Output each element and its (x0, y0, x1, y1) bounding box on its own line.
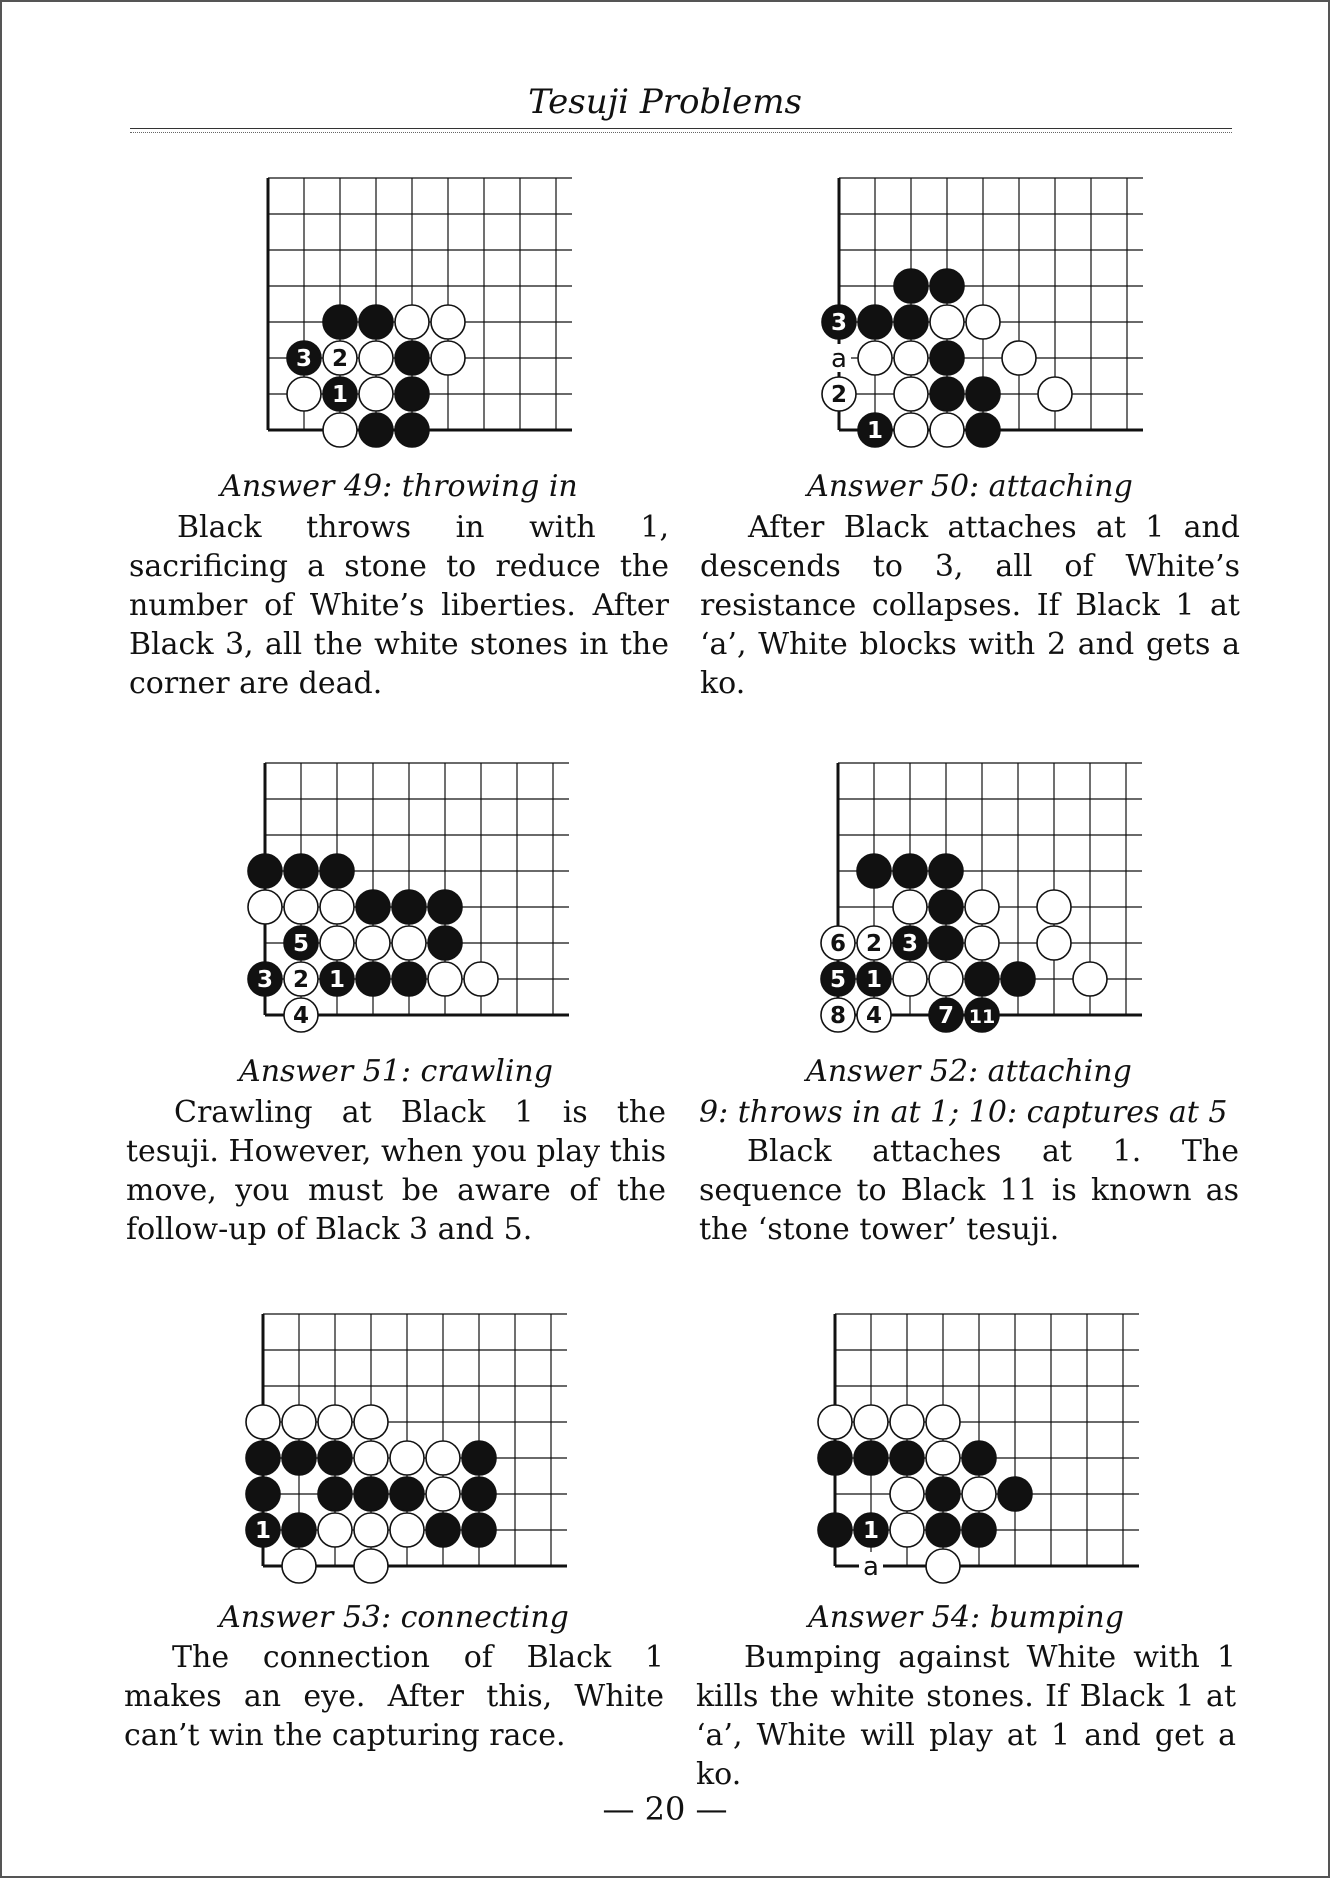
answer-text (699, 1093, 1239, 1249)
black-stone (890, 1441, 924, 1475)
move-number: 3 (901, 931, 919, 957)
white-stone (818, 1405, 852, 1439)
move-number: 2 (292, 967, 310, 993)
white-stone (926, 1441, 960, 1475)
white-stone (318, 1405, 352, 1439)
move-number: 2 (865, 931, 883, 957)
white-stone (318, 1513, 352, 1547)
black-stone (354, 1477, 388, 1511)
move-number: 2 (331, 346, 349, 372)
white-stone (930, 413, 964, 447)
white-stone (354, 1513, 388, 1547)
black-stone (857, 854, 891, 888)
white-stone (356, 926, 390, 960)
white-stone (1037, 926, 1071, 960)
black-stone (966, 413, 1000, 447)
white-stone (426, 1477, 460, 1511)
answer-paragraph: Black throws in with 1, sacrificing a stone to reduce the number of White’s liberties. After Black 3, all the white stones in the corner are dead. (129, 510, 669, 701)
answer-text (126, 1093, 666, 1249)
running-title: Tesuji Problems (528, 82, 802, 122)
white-stone (354, 1441, 388, 1475)
answer-caption: Answer 54: bumping (808, 1600, 1124, 1635)
black-stone (284, 854, 318, 888)
black-stone (323, 305, 357, 339)
move-number: 1 (862, 1518, 880, 1544)
answer-text (124, 1638, 664, 1755)
white-stone (1037, 890, 1071, 924)
black-stone (390, 1477, 424, 1511)
black-stone (246, 1441, 280, 1475)
black-stone (462, 1477, 496, 1511)
white-stone (359, 341, 393, 375)
white-stone (464, 962, 498, 996)
go-board-svg (244, 172, 600, 470)
answer-52 (699, 757, 1239, 1277)
answer-caption: Answer 49: throwing in (220, 469, 578, 504)
go-board (239, 1308, 595, 1606)
black-stone (359, 413, 393, 447)
black-stone (428, 890, 462, 924)
go-board-svg (815, 172, 1171, 470)
answer-text (129, 508, 669, 703)
answer-50 (700, 172, 1240, 701)
white-stone (926, 1405, 960, 1439)
move-number: 5 (292, 931, 310, 957)
black-stone (818, 1513, 852, 1547)
black-stone (246, 1477, 280, 1511)
go-board-svg (239, 1308, 595, 1606)
white-stone (282, 1549, 316, 1583)
answer-51 (126, 757, 666, 1277)
white-stone (323, 413, 357, 447)
black-stone (282, 1513, 316, 1547)
move-number: 1 (865, 967, 883, 993)
black-stone (818, 1441, 852, 1475)
white-stone (962, 1477, 996, 1511)
black-stone (965, 962, 999, 996)
white-stone (246, 1405, 280, 1439)
black-stone (929, 854, 963, 888)
white-stone (929, 962, 963, 996)
black-stone (426, 1513, 460, 1547)
white-stone (894, 413, 928, 447)
move-number: 1 (328, 967, 346, 993)
answer-caption: Answer 50: attaching (807, 469, 1133, 504)
black-stone (962, 1513, 996, 1547)
black-stone (1001, 962, 1035, 996)
black-stone (395, 341, 429, 375)
answer-54 (696, 1308, 1236, 1792)
go-board-svg (241, 757, 597, 1055)
black-stone (248, 854, 282, 888)
black-stone (462, 1441, 496, 1475)
black-stone (930, 341, 964, 375)
white-stone (395, 305, 429, 339)
white-stone (890, 1405, 924, 1439)
white-stone (284, 890, 318, 924)
black-stone (926, 1477, 960, 1511)
answer-paragraph: Crawling at Black 1 is the tesuji. However, when you play this move, you must be aware of the follow-up of Black 3 and 5. (126, 1095, 666, 1247)
answer-text (696, 1638, 1236, 1794)
white-stone (354, 1405, 388, 1439)
header-rule (130, 128, 1232, 133)
white-stone (287, 377, 321, 411)
black-stone (359, 305, 393, 339)
white-stone (894, 341, 928, 375)
white-stone (854, 1405, 888, 1439)
white-stone (1002, 341, 1036, 375)
move-number: 1 (254, 1518, 272, 1544)
go-board (814, 757, 1170, 1055)
white-stone (893, 962, 927, 996)
white-stone (426, 1441, 460, 1475)
white-stone (926, 1549, 960, 1583)
white-stone (966, 305, 1000, 339)
black-stone (395, 377, 429, 411)
white-stone (894, 377, 928, 411)
black-stone (926, 1513, 960, 1547)
white-stone (248, 890, 282, 924)
go-board (815, 172, 1171, 470)
black-stone (392, 962, 426, 996)
go-board (244, 172, 600, 470)
white-stone (1038, 377, 1072, 411)
white-stone (930, 305, 964, 339)
go-board-svg (814, 757, 1170, 1055)
white-stone (965, 926, 999, 960)
white-stone (390, 1513, 424, 1547)
black-stone (356, 962, 390, 996)
white-stone (965, 890, 999, 924)
black-stone (929, 890, 963, 924)
black-stone (428, 926, 462, 960)
black-stone (929, 926, 963, 960)
move-number: 4 (292, 1003, 310, 1029)
move-number: 7 (937, 1003, 955, 1029)
white-stone (431, 341, 465, 375)
white-stone (858, 341, 892, 375)
point-label: a (831, 344, 847, 374)
black-stone (966, 377, 1000, 411)
go-board (811, 1308, 1167, 1606)
black-stone (318, 1441, 352, 1475)
move-number: 1 (331, 382, 349, 408)
move-number: 8 (829, 1003, 847, 1029)
black-stone (854, 1441, 888, 1475)
white-stone (890, 1477, 924, 1511)
black-stone (894, 305, 928, 339)
move-number: 4 (865, 1003, 883, 1029)
white-stone (359, 377, 393, 411)
answer-paragraph: Black attaches at 1. The sequence to Black 11 is known as the ‘stone tower’ tesuji. (699, 1134, 1239, 1247)
white-stone (1073, 962, 1107, 996)
page-number: — 20 — (602, 1790, 728, 1828)
black-stone (462, 1513, 496, 1547)
move-number: 5 (829, 967, 847, 993)
black-stone (858, 305, 892, 339)
go-board-svg (811, 1308, 1167, 1606)
answer-caption: Answer 53: connecting (219, 1600, 569, 1635)
white-stone (428, 962, 462, 996)
point-label: a (863, 1552, 879, 1582)
answer-text (700, 508, 1240, 703)
black-stone (282, 1441, 316, 1475)
white-stone (890, 1513, 924, 1547)
black-stone (930, 377, 964, 411)
white-stone (431, 305, 465, 339)
go-board (241, 757, 597, 1055)
answer-caption: Answer 51: crawling (239, 1054, 553, 1089)
white-stone (320, 890, 354, 924)
move-number: 1 (866, 418, 884, 444)
black-stone (318, 1477, 352, 1511)
move-number: 2 (830, 382, 848, 408)
white-stone (893, 890, 927, 924)
answer-49 (129, 172, 669, 701)
black-stone (392, 890, 426, 924)
move-number: 11 (968, 1006, 996, 1028)
black-stone (894, 269, 928, 303)
black-stone (893, 854, 927, 888)
black-stone (320, 854, 354, 888)
answer-53 (124, 1308, 664, 1788)
white-stone (354, 1549, 388, 1583)
answer-paragraph: After Black attaches at 1 and descends to 3, all of White’s resistance collapses. If Black 1 at ‘a’, White blocks with 2 and gets a ko. (700, 510, 1240, 701)
answer-caption: Answer 52: attaching (806, 1054, 1132, 1089)
answer-paragraph: Bumping against White with 1 kills the white stones. If Black 1 at ‘a’, White will play at 1 and get a ko. (696, 1640, 1236, 1792)
black-stone (395, 413, 429, 447)
move-number: 3 (830, 310, 848, 336)
black-stone (356, 890, 390, 924)
white-stone (392, 926, 426, 960)
move-number: 3 (256, 967, 274, 993)
black-stone (998, 1477, 1032, 1511)
black-stone (930, 269, 964, 303)
black-stone (962, 1441, 996, 1475)
white-stone (390, 1441, 424, 1475)
move-number: 3 (295, 346, 313, 372)
answer-paragraph: The connection of Black 1 makes an eye. After this, White can’t win the capturing race. (124, 1640, 664, 1753)
white-stone (320, 926, 354, 960)
white-stone (282, 1405, 316, 1439)
answer-subcaption: 9: throws in at 1; 10: captures at 5 (699, 1095, 1228, 1130)
move-number: 6 (829, 931, 847, 957)
